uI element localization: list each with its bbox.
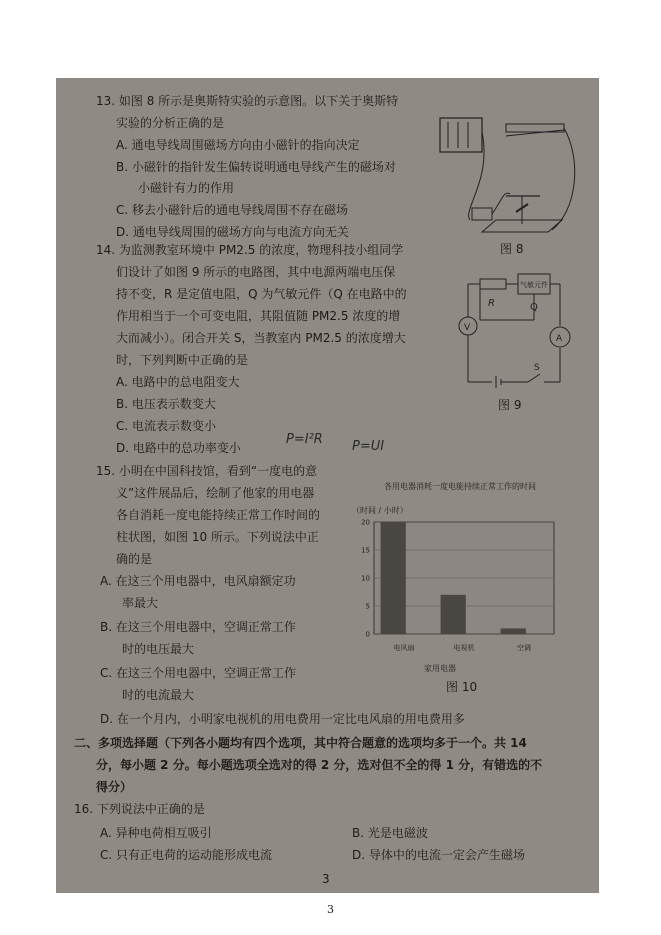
q16-option-c: C. 只有正电荷的运动能形成电流 [100, 848, 273, 862]
q15-option-c-line2: 时的电流最大 [122, 688, 195, 702]
q13-option-b-line1: B. 小磁针的指针发生偏转说明通电导线产生的磁场对 [116, 160, 396, 174]
figure-10-caption: 图 10 [446, 680, 478, 694]
q15-option-b-line1: B. 在这三个用电器中，空调正常工作 [100, 620, 296, 634]
handwritten-note-2: P=UI [352, 439, 385, 454]
q14-option-b: B. 电压表示数变大 [116, 397, 216, 411]
q13-option-d: D. 通电导线周围的磁场方向与电流方向无关 [116, 225, 349, 239]
chart-title: 各用电器消耗一度电能持续正常工作的时间 [384, 482, 536, 491]
section2-heading-line3: 得分） [96, 780, 133, 794]
section2-heading-line2: 分，每小题 2 分。每小题选项全选对的得 2 分，选对但不全的得 1 分，有错选的不 [96, 758, 543, 772]
sensor-q-label: Q [530, 302, 538, 313]
section2-heading-line1: 二、多项选择题（下列各小题均有四个选项，其中符合题意的选项均多于一个。共 14 [74, 736, 527, 750]
q16-option-b: B. 光是电磁波 [352, 826, 428, 840]
q15-stem-line5: 确的是 [116, 552, 153, 566]
q13-stem-line1: 13. 如图 8 所示是奥斯特实验的示意图。以下关于奥斯特 [96, 94, 399, 108]
q15-option-c-line1: C. 在这三个用电器中，空调正常工作 [100, 666, 297, 680]
figure-9-caption: 图 9 [498, 398, 522, 412]
q15-stem-line3: 各自消耗一度电能持续正常工作时间的 [116, 508, 321, 522]
q15-option-a-line1: A. 在这三个用电器中，电风扇额定功 [100, 574, 296, 588]
oersted-experiment-figure [432, 100, 582, 250]
q14-option-d: D. 电路中的总功率变小 [116, 441, 241, 455]
q14-stem-line5: 大而减小）。闭合开关 S，当教室内 PM2.5 的浓度增大 [116, 331, 406, 345]
q15-stem-line4: 柱状图，如图 10 所示。下列说法中正 [116, 530, 319, 544]
pm25-circuit-figure [438, 270, 578, 390]
chart-bar [381, 522, 406, 634]
q15-option-b-line2: 时的电压最大 [122, 642, 195, 656]
switch-s-label: S [534, 363, 540, 373]
q16-option-d: D. 导体中的电流一定会产生磁场 [352, 848, 525, 862]
inner-page-number: 3 [322, 872, 330, 886]
chart-y-tick-label: 20 [361, 518, 370, 527]
chart-x-tick-label: 空调 [517, 644, 531, 652]
chart-bar [501, 628, 526, 634]
photographed-exam-page [56, 78, 599, 893]
q14-stem-line6: 时，下列判断中正确的是 [116, 353, 249, 367]
q14-stem-line4: 作用相当于一个可变电阻，其阻值随 PM2.5 浓度的增 [116, 309, 401, 323]
chart-y-tick-label: 0 [365, 630, 370, 639]
q15-stem-line2: 义”这件展品后，绘制了他家的用电器 [116, 486, 315, 500]
q13-stem-line2: 实验的分析正确的是 [116, 116, 225, 130]
chart-y-tick-label: 15 [361, 546, 370, 555]
handwritten-note-1: P=I²R [286, 432, 323, 447]
resistor-r-label: R [488, 298, 495, 309]
page-number: 3 [327, 903, 334, 916]
chart-x-axis-label: 家用电器 [424, 664, 456, 673]
q15-option-d: D. 在一个月内，小明家电视机的用电费用一定比电风扇的用电费用多 [100, 712, 465, 726]
chart-y-tick-label: 5 [365, 602, 370, 611]
q13-option-c: C. 移去小磁针后的通电导线周围不存在磁场 [116, 203, 349, 217]
q14-stem-line3: 持不变，R 是定值电阻，Q 为气敏元件（Q 在电路中的 [116, 287, 407, 301]
voltmeter-label: V [464, 323, 471, 333]
ammeter-label: A [556, 334, 563, 344]
q16-stem: 16. 下列说法中正确的是 [74, 802, 205, 816]
q13-option-a: A. 通电导线周围磁场方向由小磁针的指向决定 [116, 138, 360, 152]
chart-y-axis-label: （时间 / 小时） [352, 506, 408, 515]
figure-8-caption: 图 8 [500, 242, 524, 256]
chart-x-tick-label: 电视机 [453, 644, 475, 652]
q14-stem-line1: 14. 为监测教室环境中 PM2.5 的浓度，物理科技小组同学 [96, 243, 404, 257]
q14-stem-line2: 们设计了如图 9 所示的电路图，其中电源两端电压保 [116, 265, 396, 279]
chart-y-tick-label: 10 [361, 574, 370, 583]
q15-option-a-line2: 率最大 [122, 596, 159, 610]
usage-time-bar-chart [344, 514, 564, 662]
q16-option-a: A. 异种电荷相互吸引 [100, 826, 212, 840]
gas-sensor-label: 气敏元件 [520, 281, 548, 289]
q14-option-c: C. 电流表示数变小 [116, 419, 217, 433]
q14-option-a: A. 电路中的总电阻变大 [116, 375, 240, 389]
q15-stem-line1: 15. 小明在中国科技馆，看到“一度电的意 [96, 464, 318, 478]
chart-x-tick-label: 电风扇 [393, 644, 415, 652]
chart-bar [441, 595, 466, 634]
q13-option-b-line2: 小磁针有力的作用 [138, 181, 235, 195]
